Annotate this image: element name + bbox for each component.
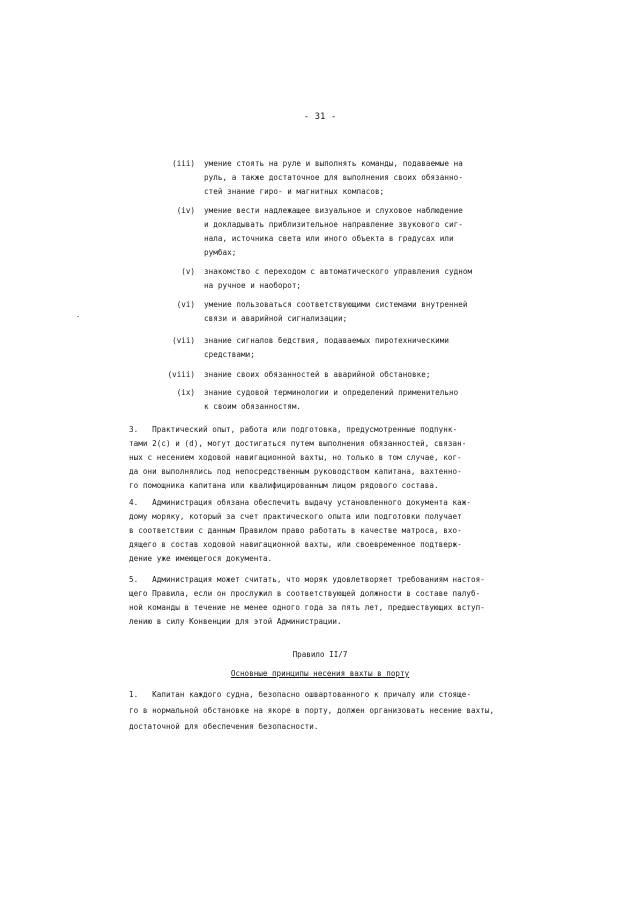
item-line: нала, источника света или иного объекта в градусах или bbox=[204, 234, 454, 243]
item-line: знание судовой терминологии и определений применительно bbox=[204, 388, 459, 397]
item-line: знакомство с переходом с автоматического управления судном bbox=[204, 267, 473, 276]
item-line: средствами; bbox=[204, 350, 255, 359]
page-number: - 31 - bbox=[303, 112, 337, 122]
paragraph-line: дящего в состав ходовой навигационной вахты, или своевременное подтверж- bbox=[129, 540, 462, 549]
item-number: (viii) bbox=[167, 370, 195, 379]
item-line: умение вести надлежащее визуальное и слуховое наблюдение bbox=[204, 206, 463, 215]
item-line: знание своих обязанностей в аварийной обстановке; bbox=[204, 370, 431, 379]
paragraph-line: ной команды в течение не менее одного года за пять лет, предшествующих вступ- bbox=[129, 603, 485, 612]
item-number: (iv) bbox=[176, 206, 195, 215]
item-line: знание сигналов бедствия, подаваемых пиротехническими bbox=[204, 336, 449, 345]
item-line: румбах; bbox=[204, 248, 237, 257]
paragraph-line: тами 2(с) и (d), могут достигаться путем выполнения обязанностей, связан- bbox=[129, 439, 467, 448]
paragraph-line: лению в силу Конвенции для этой Администрации. bbox=[129, 617, 342, 626]
scan-mark bbox=[77, 316, 79, 317]
item-line: руль, а также достаточное для выполнения своих обязанно- bbox=[204, 173, 463, 182]
paragraph-line: 3. Практический опыт, работа или подготовка, предусмотренные подпунк- bbox=[129, 425, 458, 434]
item-line: умение пользоваться соответствующими системами внутренней bbox=[204, 300, 468, 309]
item-line: связи и аварийной сигнализации; bbox=[204, 314, 348, 323]
item-number: (ix) bbox=[176, 388, 195, 397]
item-line: к своим обязанностям. bbox=[204, 402, 302, 411]
item-line: и докладывать приблизительное направление звукового сиг- bbox=[204, 220, 463, 229]
item-number: (iii) bbox=[172, 159, 195, 168]
item-number: (v) bbox=[181, 267, 195, 276]
paragraph-line: щего Правила, если он прослужил в соответствующей должности в составе палуб- bbox=[129, 589, 481, 598]
item-line: на ручное и наоборот; bbox=[204, 281, 302, 290]
paragraph-line: 4. Администрация обязана обеспечить выдачу установленного документа каж- bbox=[129, 498, 472, 507]
paragraph-line: да они выполнялись под непосредственным руководством капитана, вахтенно- bbox=[129, 467, 462, 476]
paragraph-line: го помощника капитана или квалифицированным лицом рядового состава. bbox=[129, 481, 439, 490]
paragraph-line: дому моряку, который за счет практического опыта или подготовки получает bbox=[129, 512, 462, 521]
item-line: умение стоять на руле и выполнять команды, подаваемые на bbox=[204, 159, 463, 168]
paragraph-line: ных с несением ходовой навигационной вахты, но только в том случае, ког- bbox=[129, 453, 462, 462]
paragraph-line: го в нормальной обстановке на якоре в порту, должен организовать несение вахты, bbox=[129, 706, 495, 715]
paragraph-line: дение уже имеющегося документа. bbox=[129, 554, 273, 563]
rule-subtitle: Основные принципы несения вахты в порту bbox=[230, 669, 410, 678]
item-line: стей знание гиро- и магнитных компасов; bbox=[204, 187, 385, 196]
paragraph-line: 5. Администрация может считать, что моряк удовлетворяет требованиям настоя- bbox=[129, 575, 485, 584]
paragraph-line: достаточной для обеспечения безопасности. bbox=[129, 722, 319, 731]
rule-subtitle-wrap bbox=[0, 667, 640, 681]
rule-title: Правило II/7 bbox=[292, 650, 348, 659]
paragraph-line: 1. Капитан каждого судна, безопасно ошвартованного к причалу или стояще- bbox=[129, 690, 472, 699]
item-number: (vi) bbox=[176, 300, 195, 309]
item-number: (vii) bbox=[172, 336, 195, 345]
paragraph-line: в соответствии с данным Правилом право работать в качестве матроса, вхо- bbox=[129, 526, 462, 535]
